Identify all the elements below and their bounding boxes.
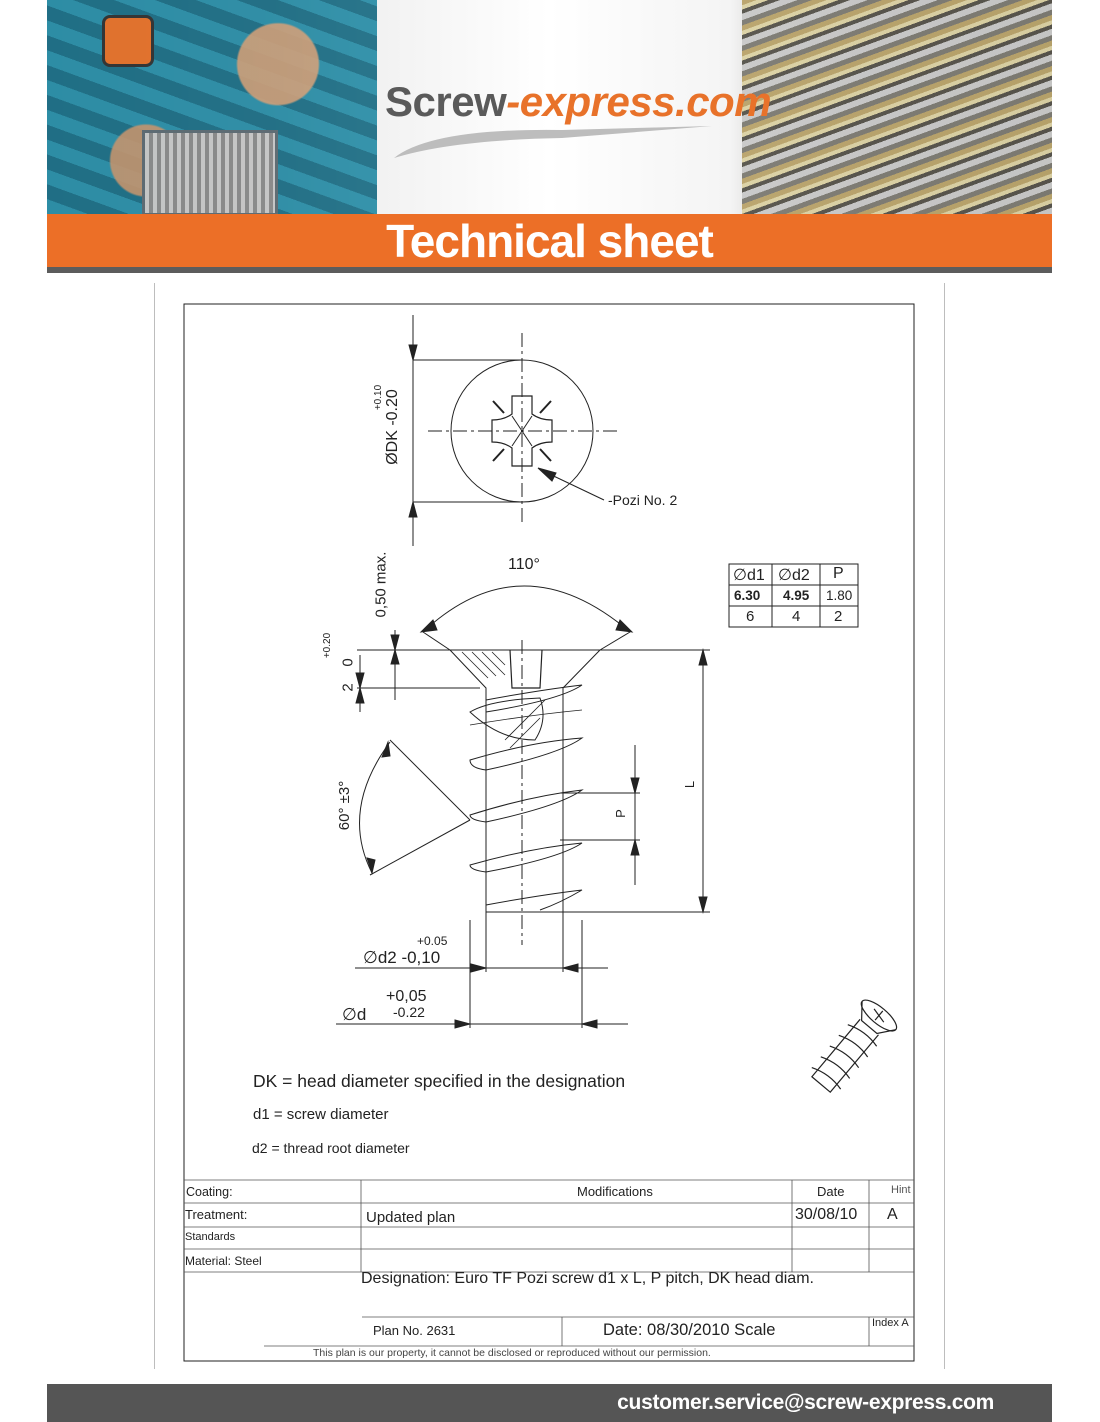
- dk-tolerance: +0.10: [373, 384, 385, 411]
- table-header-d1: ∅d1: [733, 567, 765, 584]
- pozi-label: -Pozi No. 2: [608, 492, 678, 508]
- note-d1: d1 = screw diameter: [253, 1106, 389, 1123]
- treatment-label: Treatment:: [185, 1207, 248, 1222]
- modification-entry: Updated plan: [366, 1209, 456, 1226]
- table-header-p: P: [833, 565, 844, 582]
- angle-label: 110°: [508, 556, 540, 573]
- diameter-icon: ∅: [342, 1005, 357, 1024]
- table-cell-p-nominal: 2: [834, 608, 843, 625]
- screw-3d-image: [804, 995, 901, 1098]
- page-title: Technical sheet: [386, 215, 713, 267]
- date-header: Date: [817, 1184, 845, 1199]
- date-scale: Date: 08/30/2010 Scale: [603, 1321, 776, 1339]
- d-text: d: [356, 1005, 367, 1024]
- thread-angle-label: 60° ±3°: [336, 780, 354, 831]
- d-label: [342, 1005, 366, 1025]
- d-tolerance-top: +0,05: [386, 988, 427, 1005]
- modification-hint: A: [887, 1206, 898, 1223]
- note-d2: d2 = thread root diameter: [252, 1140, 410, 1156]
- head-top-view: [409, 315, 618, 546]
- sheet-frame: [184, 304, 914, 1361]
- logo-part2: -express.com: [506, 78, 772, 125]
- modification-date: 30/08/10: [795, 1206, 858, 1223]
- table-cell-d2-nominal: 4: [792, 608, 801, 625]
- coating-label: Coating:: [186, 1185, 233, 1199]
- dk-label: ØDK -0.20: [383, 389, 401, 465]
- head-dim-two: 2: [339, 683, 357, 692]
- modifications-header: Modifications: [577, 1184, 653, 1199]
- diameter-icon: ∅: [363, 948, 378, 967]
- d2-label: [363, 948, 440, 968]
- d2-tolerance: +0.05: [417, 934, 448, 948]
- d-tolerance-bottom: -0.22: [393, 1004, 425, 1020]
- pitch-label: P: [612, 809, 628, 818]
- hint-header: Hint: [891, 1184, 911, 1196]
- logo-part1: Screw: [385, 78, 507, 125]
- head-dim-zero: 0: [339, 658, 357, 667]
- footer-bar: [47, 1384, 1052, 1422]
- plan-number: Plan No. 2631: [373, 1323, 456, 1338]
- title-block: [184, 1180, 914, 1346]
- length-label: L: [682, 780, 698, 789]
- note-dk: DK = head diameter specified in the designation: [253, 1071, 626, 1091]
- table-header-d2: ∅d2: [778, 567, 810, 584]
- head-tolerance: +0.20: [322, 632, 334, 659]
- standards-label: Standards: [185, 1231, 236, 1243]
- contact-email-link[interactable]: customer.service@screw-express.com: [617, 1391, 994, 1414]
- material-label: Material: Steel: [185, 1254, 262, 1268]
- table-cell-p-value: 1.80: [826, 588, 853, 603]
- head-height-label: 0,50 max.: [372, 551, 390, 618]
- table-cell-d2-value: 4.95: [783, 588, 810, 603]
- table-cell-d1-value: 6.30: [734, 588, 761, 603]
- table-cell-d1-nominal: 6: [746, 608, 755, 625]
- designation: Designation: Euro TF Pozi screw d1 x L, P pitch, DK head diam.: [361, 1270, 814, 1287]
- d2-text: d2 -0,10: [377, 948, 441, 967]
- index-label: Index A: [872, 1317, 909, 1329]
- disclaimer: This plan is our property, it cannot be disclosed or reproduced without our permission.: [313, 1347, 711, 1359]
